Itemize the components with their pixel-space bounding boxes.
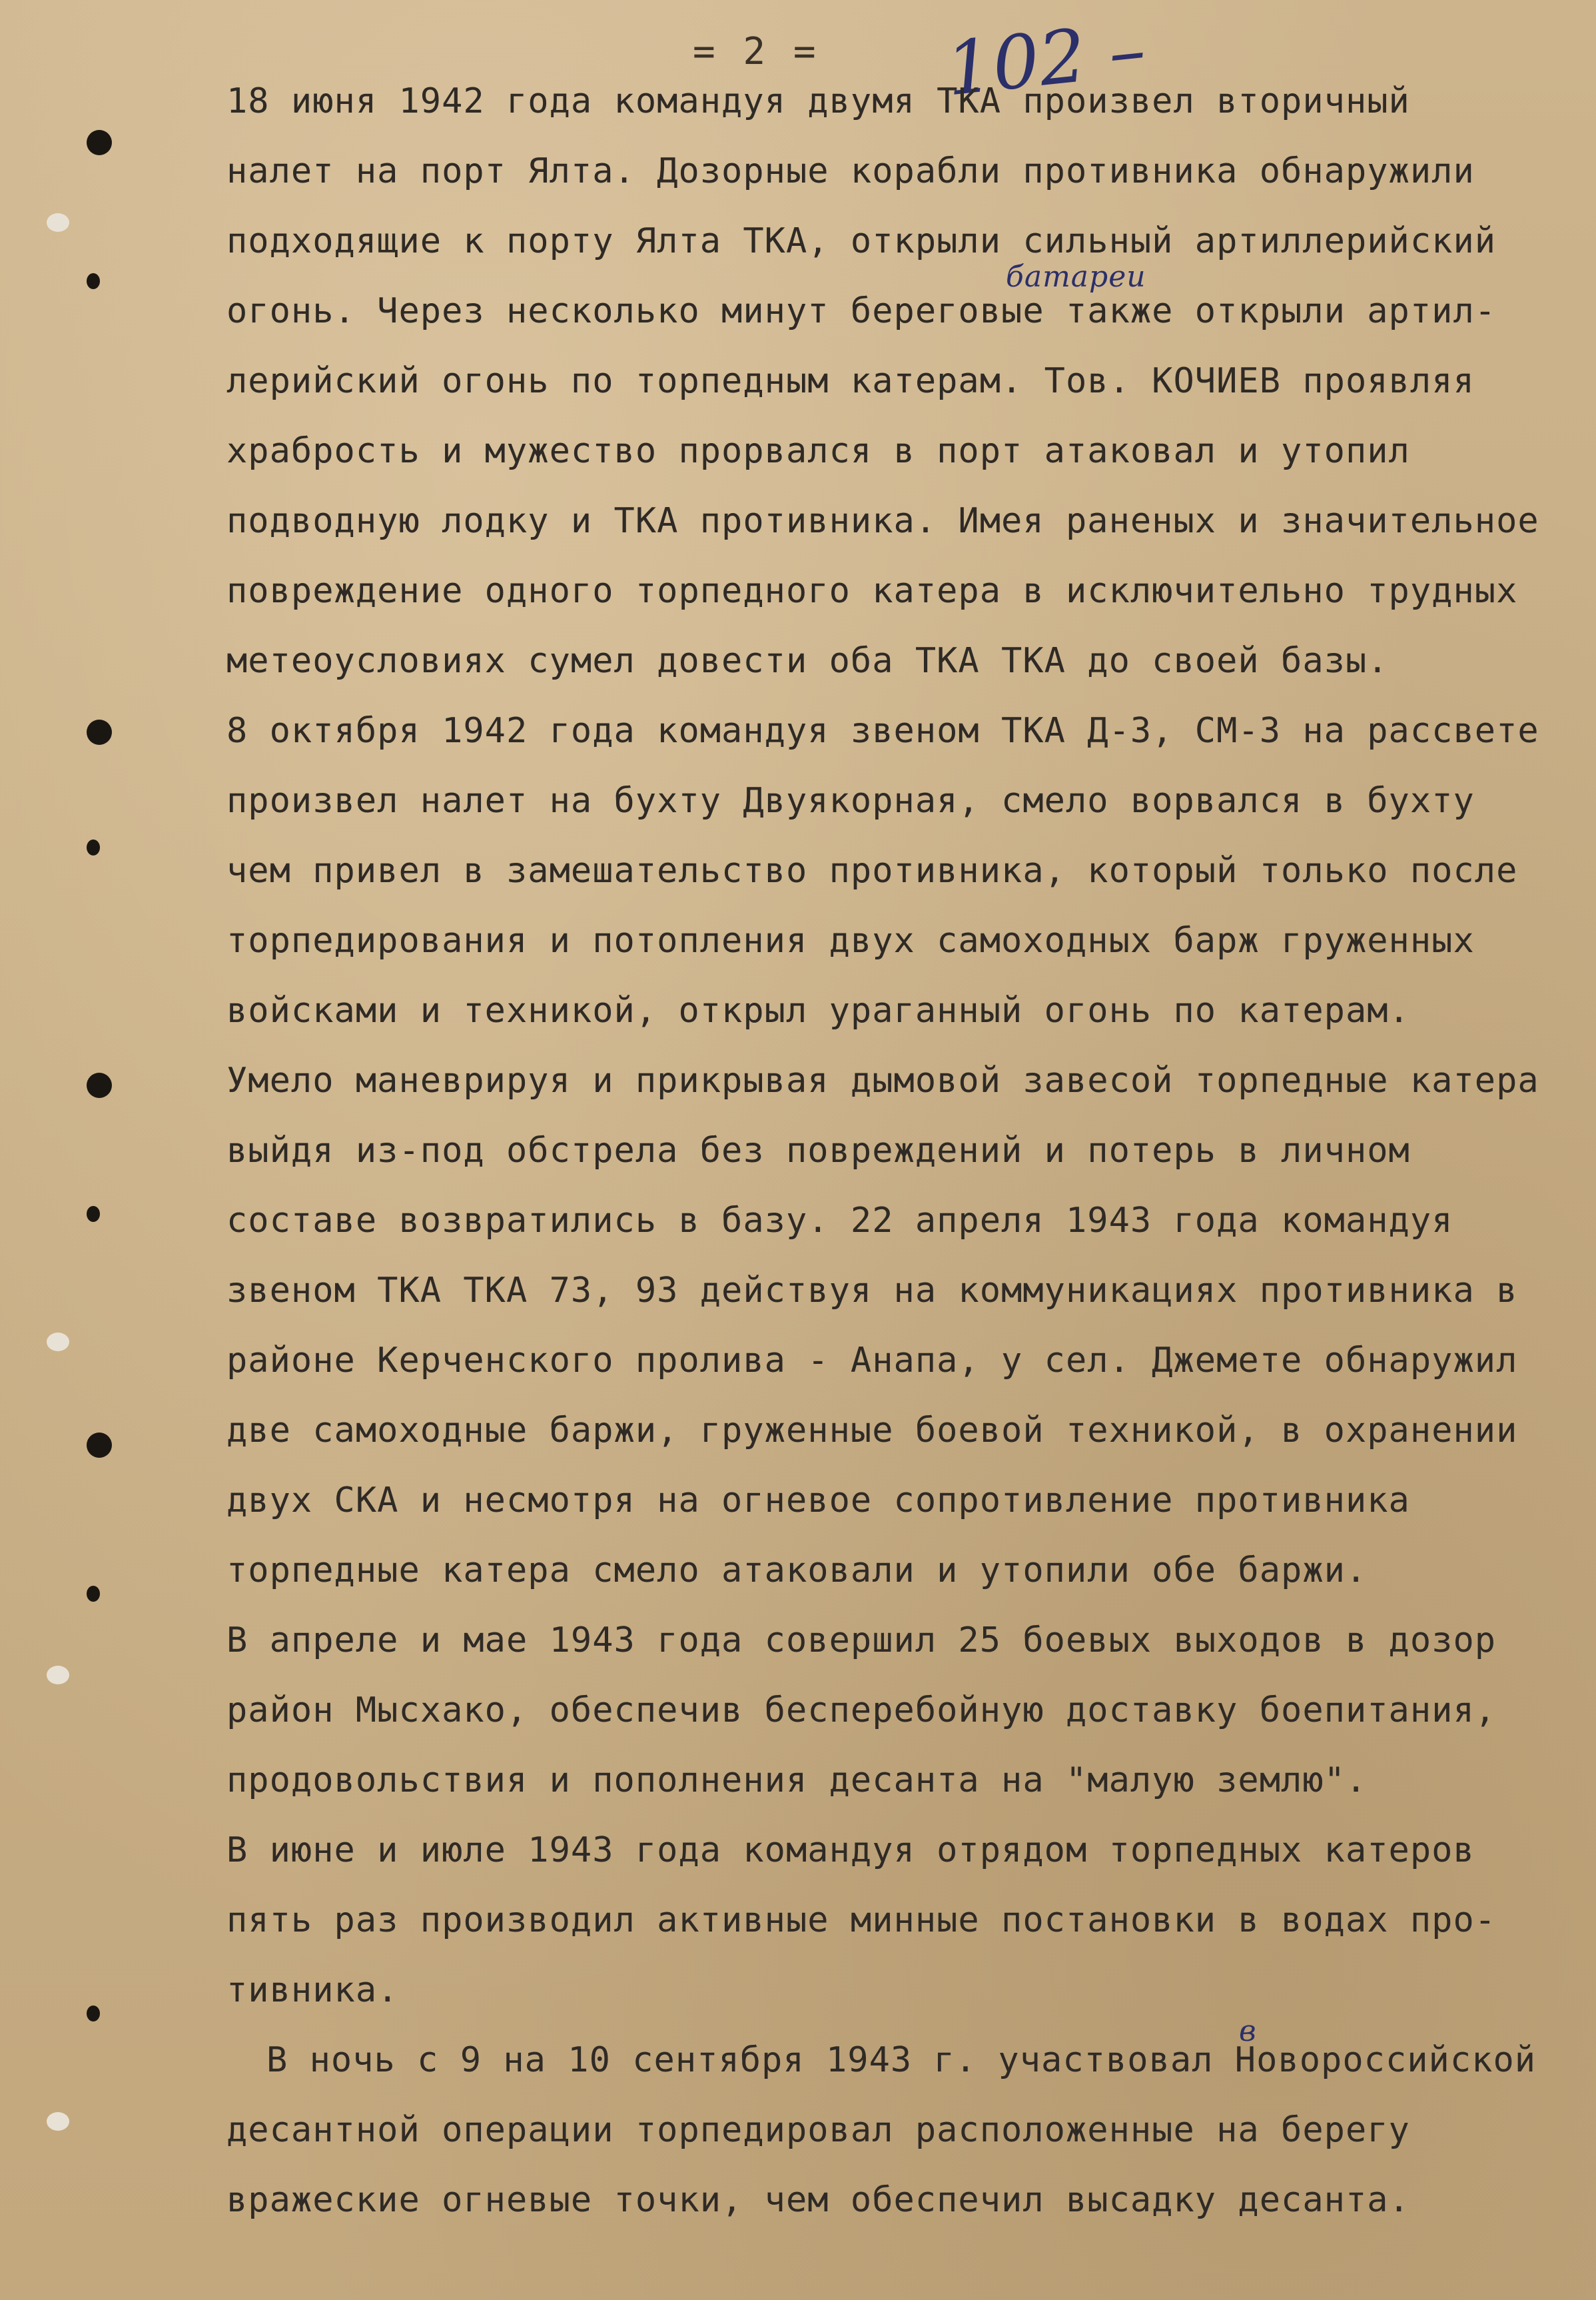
text-line-content: огонь. Через несколько минут береговые также открыли артил- [226, 291, 1497, 331]
binding-hole [87, 273, 100, 289]
text-line [226, 2014, 1572, 2095]
text-line: подходящие к порту Ялта ТКА, открыли сильный артиллерийский [226, 221, 1497, 261]
text-line: торпедирования и потопления двух самоходных барж груженных [226, 921, 1475, 961]
text-line: районе Керченского пролива - Анапа, у сел. Джемете обнаружил [226, 1341, 1518, 1381]
text-line: 8 октября 1942 года командуя звеном ТКА Д-3, СМ-3 на рассвете [226, 711, 1539, 751]
text-line: храбрость и мужество прорвался в порт атаковал и утопил [226, 431, 1410, 471]
page-number: = 2 = [693, 30, 819, 73]
text-line [226, 260, 1572, 346]
paper-tear [47, 213, 69, 232]
text-line: чем привел в замешательство противника, который только после [226, 851, 1518, 891]
text-line: выйдя из-под обстрела без повреждений и потерь в личном [226, 1131, 1410, 1171]
paper-tear [47, 2112, 69, 2131]
text-line: В апреле и мае 1943 года совершил 25 боевых выходов в дозор [226, 1620, 1497, 1660]
text-line: составе возвратились в базу. 22 апреля 1943 года командуя [226, 1201, 1453, 1241]
binding-hole [87, 840, 100, 856]
binding-hole [87, 2006, 100, 2021]
paper-tear [47, 1333, 69, 1351]
text-line: десантной операции торпедировал расположенные на берегу [226, 2110, 1410, 2150]
text-line: подводную лодку и ТКА противника. Имея раненых и значительное [226, 501, 1539, 541]
binding-hole [87, 1206, 100, 1222]
binding-hole [87, 1433, 112, 1458]
text-line: две самоходные баржи, груженные боевой техникой, в охранении [226, 1411, 1518, 1450]
text-line: двух СКА и несмотря на огневое сопротивление противника [226, 1480, 1410, 1520]
text-line: тивника. [226, 1970, 399, 2010]
binding-hole [87, 1073, 112, 1098]
text-line: В июне и июле 1943 года командуя отрядом торпедных катеров [226, 1830, 1475, 1870]
text-line: звеном ТКА ТКА 73, 93 действуя на коммуникациях противника в [226, 1271, 1518, 1311]
text-line: 18 июня 1942 года командуя двумя ТКА произвел вторичный [226, 81, 1410, 121]
binding-hole [87, 720, 112, 745]
text-line: район Мысхако, обеспечив бесперебойную доставку боепитания, [226, 1690, 1497, 1730]
text-line: продовольствия и пополнения десанта на "малую землю". [226, 1760, 1368, 1800]
binding-hole [87, 130, 112, 155]
text-line: налет на порт Ялта. Дозорные корабли противника обнаружили [226, 151, 1475, 191]
binding-hole [87, 1586, 100, 1602]
text-line: войсками и техникой, открыл ураганный огонь по катерам. [226, 991, 1410, 1031]
text-line: повреждение одного торпедного катера в исключительно трудных [226, 571, 1518, 611]
text-line: вражеские огневые точки, чем обеспечил высадку десанта. [226, 2180, 1410, 2220]
text-line: Умело маневрируя и прикрывая дымовой завесой торпедные катера [226, 1061, 1539, 1101]
text-line: произвел налет на бухту Двуякорная, смело ворвался в бухту [226, 781, 1475, 821]
text-line: лерийский огонь по торпедным катерам. Тов. КОЧИЕВ проявляя [226, 361, 1475, 401]
paper-tear [47, 1666, 69, 1684]
text-line: пять раз производил активные минные постановки в водах про- [226, 1900, 1497, 1940]
handwritten-insert-v: в [1239, 2014, 1257, 2048]
text-line-content: В ночь с 9 на 10 сентября 1943 г. участвовал Новороссийской [266, 2040, 1537, 2080]
text-line: метеоусловиях сумел довести оба ТКА ТКА до своей базы. [226, 641, 1389, 681]
typed-body-text [226, 67, 1572, 2235]
handwritten-insert-batarei: батареи [1006, 260, 1146, 294]
handwritten-folio-number: 102 – [942, 6, 1150, 113]
text-line: торпедные катера смело атаковали и утопили обе баржи. [226, 1550, 1368, 1590]
